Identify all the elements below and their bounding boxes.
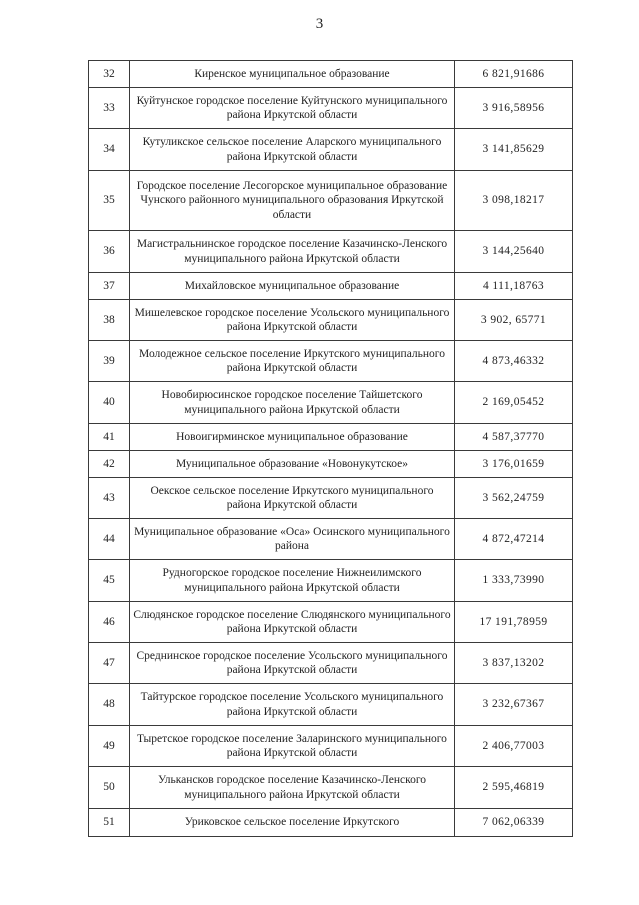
table-row <box>89 273 573 300</box>
table-row <box>89 726 573 767</box>
municipality-name: Рудногорское городское поселение Нижнеилимского муниципального района Иркутской области <box>130 560 455 602</box>
municipality-name: Тайтурское городское поселение Усольского муниципального района Иркутской области <box>130 684 455 726</box>
row-number: 43 <box>89 478 130 519</box>
row-number: 37 <box>89 273 130 300</box>
row-number: 47 <box>89 643 130 684</box>
table-row <box>89 809 573 837</box>
table-row <box>89 519 573 560</box>
amount-value: 3 902, 65771 <box>455 300 573 341</box>
amount-value: 7 062,06339 <box>455 809 573 837</box>
table-row <box>89 341 573 382</box>
municipality-name: Уриковское сельское поселение Иркутского <box>130 809 455 837</box>
table-row <box>89 171 573 231</box>
amount-value: 4 111,18763 <box>455 273 573 300</box>
table-row <box>89 231 573 273</box>
row-number: 42 <box>89 451 130 478</box>
municipality-name: Городское поселение Лесогорское муниципальное образование Чунского районного муниципального образования Иркутской области <box>130 171 455 231</box>
row-number: 39 <box>89 341 130 382</box>
municipality-name: Среднинское городское поселение Усольского муниципального района Иркутской области <box>130 643 455 684</box>
table-row <box>89 767 573 809</box>
row-number: 45 <box>89 560 130 602</box>
municipality-name: Улькансков городское поселение Казачинско-Ленского муниципального района Иркутской области <box>130 767 455 809</box>
page-number: 3 <box>315 16 324 32</box>
municipality-name: Муниципальное образование «Новонукутское» <box>130 451 455 478</box>
amount-value: 3 837,13202 <box>455 643 573 684</box>
amount-value: 17 191,78959 <box>455 602 573 643</box>
table-row <box>89 478 573 519</box>
table-row <box>89 602 573 643</box>
row-number: 38 <box>89 300 130 341</box>
municipality-name: Новоигирминское муниципальное образование <box>130 424 455 451</box>
municipality-name: Слюдянское городское поселение Слюдянского муниципального района Иркутской области <box>130 602 455 643</box>
amount-value: 3 098,18217 <box>455 171 573 231</box>
municipality-name: Оекское сельское поселение Иркутского муниципального района Иркутской области <box>130 478 455 519</box>
row-number: 32 <box>89 61 130 88</box>
amount-value: 3 141,85629 <box>455 129 573 171</box>
amount-value: 2 595,46819 <box>455 767 573 809</box>
row-number: 49 <box>89 726 130 767</box>
amount-value: 2 406,77003 <box>455 726 573 767</box>
row-number: 44 <box>89 519 130 560</box>
table-row <box>89 382 573 424</box>
municipality-name: Новобирюсинское городское поселение Тайшетского муниципального района Иркутской области <box>130 382 455 424</box>
row-number: 46 <box>89 602 130 643</box>
municipality-name: Магистральнинское городское поселение Казачинско-Ленского муниципального района Иркутской области <box>130 231 455 273</box>
row-number: 33 <box>89 88 130 129</box>
table-row <box>89 451 573 478</box>
municipality-name: Тыретское городское поселение Заларинского муниципального района Иркутской области <box>130 726 455 767</box>
municipality-name: Киренское муниципальное образование <box>130 61 455 88</box>
amount-value: 3 176,01659 <box>455 451 573 478</box>
row-number: 48 <box>89 684 130 726</box>
table-row <box>89 643 573 684</box>
table-row <box>89 684 573 726</box>
amount-value: 3 144,25640 <box>455 231 573 273</box>
allocation-table <box>88 60 573 837</box>
table-row <box>89 300 573 341</box>
table-row <box>89 560 573 602</box>
table-row <box>89 424 573 451</box>
amount-value: 1 333,73990 <box>455 560 573 602</box>
amount-value: 4 872,47214 <box>455 519 573 560</box>
amount-value: 2 169,05452 <box>455 382 573 424</box>
municipality-name: Мишелевское городское поселение Усольского муниципального района Иркутской области <box>130 300 455 341</box>
amount-value: 6 821,91686 <box>455 61 573 88</box>
row-number: 36 <box>89 231 130 273</box>
table-row <box>89 88 573 129</box>
row-number: 40 <box>89 382 130 424</box>
municipality-name: Куйтунское городское поселение Куйтунского муниципального района Иркутской области <box>130 88 455 129</box>
amount-value: 4 587,37770 <box>455 424 573 451</box>
row-number: 41 <box>89 424 130 451</box>
row-number: 35 <box>89 171 130 231</box>
municipality-name: Кутуликское сельское поселение Аларского муниципального района Иркутской области <box>130 129 455 171</box>
row-number: 50 <box>89 767 130 809</box>
amount-value: 4 873,46332 <box>455 341 573 382</box>
row-number: 34 <box>89 129 130 171</box>
municipality-name: Молодежное сельское поселение Иркутского муниципального района Иркутской области <box>130 341 455 382</box>
amount-value: 3 232,67367 <box>455 684 573 726</box>
table-row <box>89 129 573 171</box>
amount-value: 3 916,58956 <box>455 88 573 129</box>
municipality-name: Муниципальное образование «Оса» Осинского муниципального района <box>130 519 455 560</box>
table-row <box>89 61 573 88</box>
municipality-name: Михайловское муниципальное образование <box>130 273 455 300</box>
amount-value: 3 562,24759 <box>455 478 573 519</box>
row-number: 51 <box>89 809 130 837</box>
